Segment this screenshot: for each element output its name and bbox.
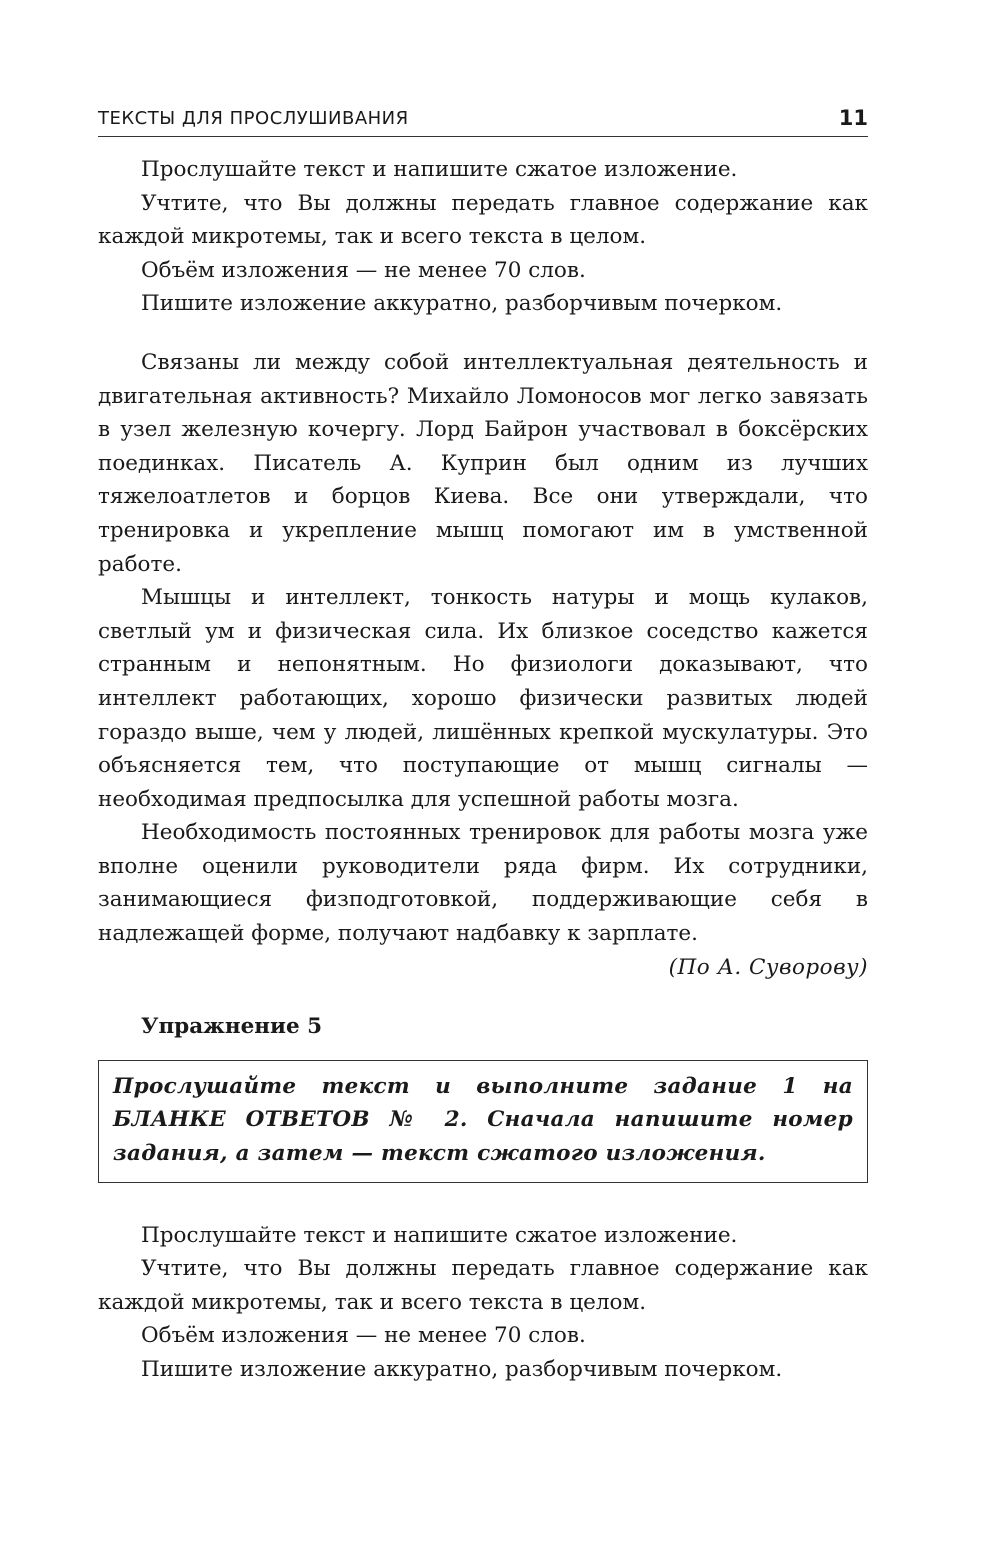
task-box: [98, 1060, 868, 1183]
instruction-paragraph: Прослушайте текст и напишите сжатое изложение.: [141, 1222, 738, 1248]
instruction-paragraph: Объём изложения — не менее 70 слов.: [141, 257, 586, 283]
instruction-paragraph: Пишите изложение аккуратно, разборчивым почерком.: [141, 1357, 783, 1382]
text-paragraph: Мышцы и интеллект, тонкость натуры и мощь кулаков, светлый ум и физическая сила. Их близкое соседство кажется странным и непонятным. Но физиологи доказывают, что интеллект работающих, хорошо физически развитых людей гораздо выше, чем у людей, лишённых крепкой мускулатуры. Это объясняется тем, что поступающие от мышц сигналы — необходимая предпосылка для успешной работы мозга.: [98, 585, 868, 812]
listening-text: [98, 346, 868, 951]
instructions-bottom: [98, 1219, 868, 1387]
text-paragraph: Связаны ли между собой интеллектуальная деятельность и двигательная активность? Михайло Ломоносов мог легко завязать в узел железную кочергу. Лорд Байрон участвовал в боксёрских поединках. Писатель А. Куприн был одним из лучших тяжелоатлетов и борцов Киева. Все они утверждали, что тренировка и укрепление мышц помогают им в умственной работе.: [98, 349, 868, 577]
book-page: [98, 100, 868, 1387]
instruction-paragraph: Учтите, что Вы должны передать главное содержание как каждой микротемы, так и всего текста в целом.: [98, 190, 868, 250]
exercise-heading: Упражнение 5: [141, 1014, 323, 1040]
task-text: Прослушайте текст и выполните задание 1 на БЛАНКЕ ОТВЕТОВ № 2. Сначала напишите номер задания, а затем — текст сжатого изложения.: [113, 1073, 853, 1167]
section-title: ТЕКСТЫ ДЛЯ ПРОСЛУШИВАНИЯ: [98, 108, 409, 129]
instruction-paragraph: Учтите, что Вы должны передать главное содержание как каждой микротемы, так и всего текста в целом.: [98, 1256, 868, 1315]
instruction-paragraph: Объём изложения — не менее 70 слов.: [141, 1323, 586, 1349]
instruction-paragraph: Прослушайте текст и напишите сжатое изложение.: [141, 157, 738, 182]
instruction-paragraph: Пишите изложение аккуратно, разборчивым почерком.: [141, 291, 783, 317]
page-number: 11: [838, 106, 868, 130]
text-paragraph: Необходимость постоянных тренировок для работы мозга уже вполне оценили руководители ряда фирм. Их сотрудники, занимающиеся физподготовкой, поддерживающие себя в надлежащей форме, получают надбавку к зарплате.: [98, 820, 868, 947]
instructions-top: [98, 153, 868, 321]
running-header: [98, 100, 868, 137]
text-source-attribution: (По А. Суворову): [668, 954, 868, 980]
